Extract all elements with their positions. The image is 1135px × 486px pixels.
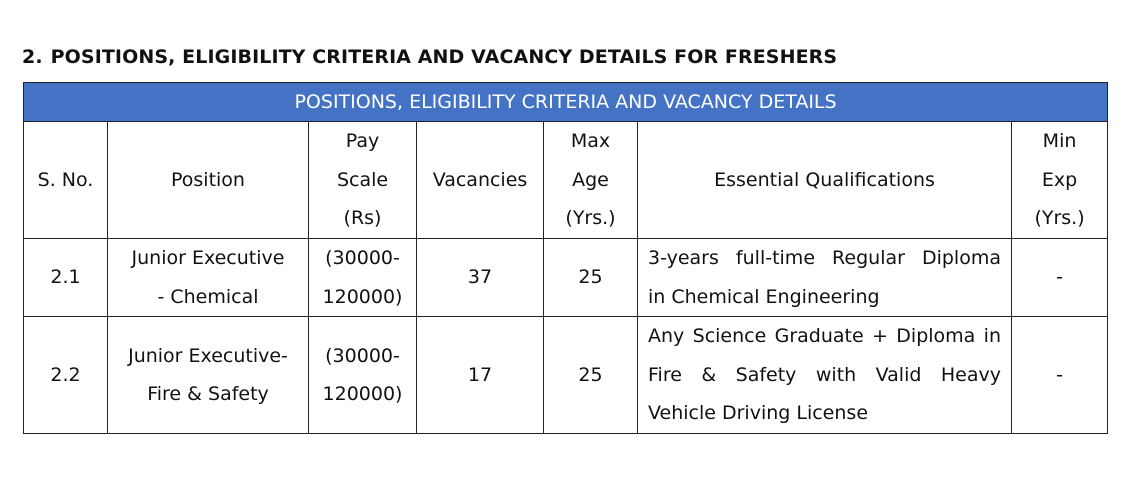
cell-qualifications-line: Fire & Safety with Valid Heavy [648, 363, 1001, 386]
header-min-exp-line: (Yrs.) [1034, 207, 1085, 230]
header-max-age-line: Max [570, 130, 611, 153]
cell-position [108, 317, 309, 434]
section-title: POSITIONS, ELIGIBILITY CRITERIA AND VACANCY DETAILS FOR FRESHERS [50, 46, 838, 68]
cell-position-line: - Chemical [157, 285, 259, 308]
header-max-age [544, 122, 638, 239]
cell-qualifications-line: Any Science Graduate + Diploma in [648, 325, 1001, 348]
cell-max-age: 25 [544, 317, 638, 434]
cell-qualifications-line: Vehicle Driving License [648, 402, 869, 425]
header-pay-scale-line: (Rs) [343, 207, 382, 230]
cell-position-line: Junior Executive- [128, 344, 288, 367]
cell-max-age: 25 [544, 239, 638, 317]
cell-qualifications-line: 3-years full-time Regular Diploma [648, 247, 1001, 269]
header-pay-scale-line: Pay [345, 130, 380, 153]
table-banner: POSITIONS, ELIGIBILITY CRITERIA AND VACANCY DETAILS [24, 83, 1108, 122]
cell-pay-scale-line: 120000) [322, 285, 403, 308]
section-heading [22, 46, 837, 68]
section-number: 2. [22, 46, 43, 68]
cell-vacancies: 37 [417, 239, 544, 317]
header-pay-scale-line: Scale [336, 168, 389, 191]
cell-pay-scale [309, 317, 417, 434]
cell-position-line: Fire & Safety [147, 383, 269, 405]
header-qualifications: Essential Qualifications [638, 122, 1012, 239]
header-sno: S. No. [24, 122, 108, 239]
cell-pay-scale-line: 120000) [322, 383, 403, 405]
cell-pay-scale [309, 239, 417, 317]
cell-position-line: Junior Executive [131, 247, 285, 269]
cell-qualifications [638, 317, 1012, 434]
header-vacancies: Vacancies [417, 122, 544, 239]
cell-pay-scale-line: (30000- [325, 344, 400, 367]
header-min-exp-line: Min [1042, 130, 1077, 153]
cell-position [108, 239, 309, 317]
cell-qualifications [638, 239, 1012, 317]
cell-pay-scale-line: (30000- [325, 247, 400, 269]
header-max-age-line: (Yrs.) [565, 207, 616, 230]
cell-vacancies: 17 [417, 317, 544, 434]
cell-sno: 2.1 [24, 239, 108, 317]
cell-sno: 2.2 [24, 317, 108, 434]
cell-min-exp: - [1012, 317, 1108, 434]
header-min-exp [1012, 122, 1108, 239]
header-position: Position [108, 122, 309, 239]
header-pay-scale [309, 122, 417, 239]
table-row [24, 239, 1108, 317]
header-min-exp-line: Exp [1041, 168, 1078, 191]
header-max-age-line: Age [572, 168, 609, 191]
table-header-row [24, 122, 1108, 239]
cell-min-exp: - [1012, 239, 1108, 317]
table-row [24, 317, 1108, 434]
vacancy-table [23, 82, 1108, 434]
cell-qualifications-line: in Chemical Engineering [648, 285, 880, 308]
